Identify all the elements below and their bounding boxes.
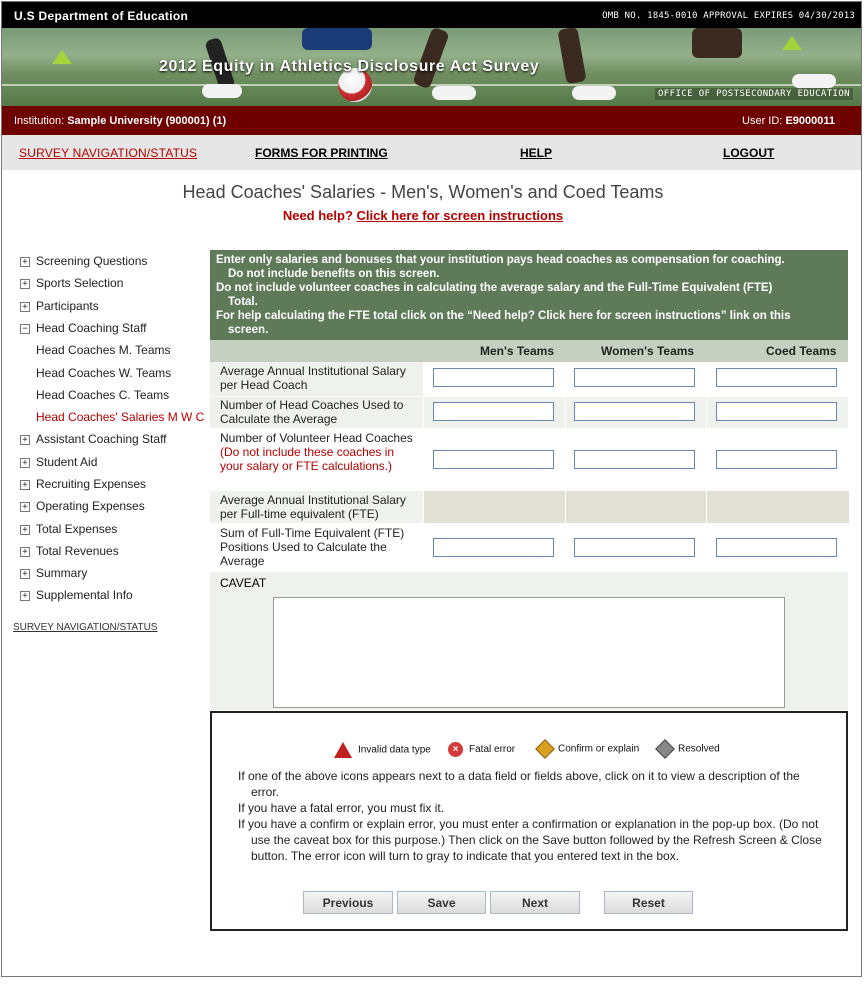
- user-id-info: User ID: E9000011: [742, 115, 835, 127]
- col-header-men: Men's Teams: [480, 344, 554, 358]
- banner-shoe: [202, 84, 242, 98]
- column-headers: [210, 340, 848, 362]
- invalid-data-icon: [334, 742, 352, 758]
- sidebar-item-supplemental-info[interactable]: + Supplemental Info: [20, 588, 133, 606]
- sidebar-item-summary[interactable]: + Summary: [20, 566, 87, 584]
- sidebar-item-participants[interactable]: + Participants: [20, 299, 99, 317]
- previous-button[interactable]: Previous: [303, 891, 393, 914]
- table-row-avg-salary-fte: Average Annual Institutional Salary per Full-time equivalent (FTE): [210, 491, 848, 524]
- office-name: OFFICE OF POSTSECONDARY EDUCATION: [655, 88, 853, 100]
- women-avg-salary-fte-value: [565, 491, 707, 523]
- expand-icon[interactable]: +: [20, 547, 30, 557]
- nav-forms-for-printing[interactable]: FORMS FOR PRINTING: [255, 146, 388, 160]
- sidebar-item-head-coaches-salaries[interactable]: Head Coaches' Salaries M W C: [36, 410, 205, 424]
- department-name: U.S Department of Education: [14, 9, 189, 23]
- legend-resolved: Resolved: [658, 742, 720, 756]
- top-nav: [2, 135, 861, 170]
- sidebar-survey-navigation-link[interactable]: SURVEY NAVIGATION/STATUS: [13, 622, 158, 633]
- women-num-coaches-input[interactable]: [574, 402, 695, 421]
- banner-player-shorts: [302, 28, 372, 50]
- table-row-volunteer-coaches: Number of Volunteer Head Coaches (Do not include these coaches in your salary or FTE calculations.): [210, 429, 848, 491]
- coed-fte-input[interactable]: [716, 538, 837, 557]
- sidebar-item-head-coaches-w[interactable]: Head Coaches W. Teams: [36, 366, 172, 380]
- expand-icon[interactable]: +: [20, 458, 30, 468]
- screen-instructions-link[interactable]: Click here for screen instructions: [356, 208, 564, 223]
- table-row-avg-salary: Average Annual Institutional Salary per Head Coach: [210, 362, 848, 397]
- men-avg-salary-fte-value: [423, 491, 566, 523]
- sidebar-item-recruiting-expenses[interactable]: + Recruiting Expenses: [20, 477, 146, 495]
- top-bar: [2, 2, 861, 28]
- reset-button[interactable]: Reset: [604, 891, 693, 914]
- banner-player-leg: [692, 28, 742, 58]
- men-num-coaches-input[interactable]: [433, 402, 554, 421]
- survey-title: 2012 Equity in Athletics Disclosure Act Survey: [159, 58, 540, 75]
- expand-icon[interactable]: +: [20, 569, 30, 579]
- expand-icon[interactable]: +: [20, 257, 30, 267]
- sidebar-item-assistant-coaching-staff[interactable]: + Assistant Coaching Staff: [20, 432, 167, 450]
- need-help: Need help? Click here for screen instructions: [282, 208, 564, 223]
- men-fte-input[interactable]: [433, 538, 554, 557]
- save-button[interactable]: Save: [397, 891, 486, 914]
- instructions-box: Enter only salaries and bonuses that your institution pays head coaches as compensation for coaching. Do not include benefits on this screen. Do not include volunteer coaches in calculating the average salary and the Full-Time Equivalent (FTE) Total. For help calculating the FTE total click on the “Need help? Click here for screen instructions” link on this screen.: [210, 250, 848, 340]
- confirm-explain-icon: [535, 739, 555, 759]
- institution-info: Institution: Sample University (900001) (1): [14, 115, 227, 127]
- expand-icon[interactable]: +: [20, 279, 30, 289]
- sidebar-item-operating-expenses[interactable]: + Operating Expenses: [20, 499, 145, 517]
- nav-help[interactable]: HELP: [520, 146, 553, 160]
- col-header-coed: Coed Teams: [766, 344, 837, 358]
- banner-cone: [782, 36, 802, 50]
- table-row-num-coaches: Number of Head Coaches Used to Calculate the Average: [210, 397, 848, 429]
- caveat-label: CAVEAT: [220, 576, 267, 590]
- caveat-area: [210, 594, 848, 710]
- expand-icon[interactable]: +: [20, 480, 30, 490]
- banner-field-line: [2, 84, 861, 86]
- legend-confirm-explain: Confirm or explain: [538, 742, 639, 756]
- collapse-icon[interactable]: −: [20, 324, 30, 334]
- error-legend-box: [210, 711, 848, 931]
- nav-survey-navigation[interactable]: SURVEY NAVIGATION/STATUS: [19, 146, 198, 160]
- resolved-icon: [655, 739, 675, 759]
- institution-bar: [2, 106, 861, 135]
- sidebar-item-total-expenses[interactable]: + Total Expenses: [20, 522, 117, 540]
- expand-icon[interactable]: +: [20, 302, 30, 312]
- coed-avg-salary-input[interactable]: [716, 368, 837, 387]
- banner: [2, 28, 861, 106]
- expand-icon[interactable]: +: [20, 502, 30, 512]
- table-row-fte-sum: Sum of Full-Time Equivalent (FTE) Positions Used to Calculate the Average: [210, 524, 848, 572]
- banner-shoe: [572, 86, 616, 100]
- error-instructions: If one of the above icons appears next to a data field or fields above, click on it to view a description of the error. If you have a fatal error, you must fix it. If you have a confirm or explain error, you must enter a confirmation or explanation in the pop-up box. (Do not use the caveat box for this purpose.) Then click on the Save button followed by the Refresh Screen & Close button. The error icon will turn to gray to indicate that you entered text in the box.: [238, 769, 822, 863]
- caveat-row: [210, 572, 848, 594]
- page-title: Head Coaches' Salaries - Men's, Women's and Coed Teams: [182, 182, 664, 202]
- men-avg-salary-input[interactable]: [433, 368, 554, 387]
- sidebar-item-head-coaches-m[interactable]: Head Coaches M. Teams: [36, 343, 171, 357]
- sidebar-item-head-coaching-staff[interactable]: − Head Coaching Staff: [20, 321, 147, 339]
- banner-cone: [52, 50, 72, 64]
- sidebar-item-screening-questions[interactable]: + Screening Questions: [20, 254, 147, 272]
- banner-shoe: [792, 74, 836, 88]
- coed-num-coaches-input[interactable]: [716, 402, 837, 421]
- women-fte-input[interactable]: [574, 538, 695, 557]
- legend-invalid-data: Invalid data type: [334, 742, 431, 758]
- caveat-textarea[interactable]: [273, 597, 785, 708]
- men-volunteer-input[interactable]: [433, 450, 554, 469]
- col-header-women: Women's Teams: [601, 344, 695, 358]
- user-id: E9000011: [785, 115, 835, 127]
- volunteer-note: (Do not include these coaches in your salary or FTE calculations.): [220, 445, 395, 473]
- institution-name: Sample University (900001) (1): [67, 115, 227, 127]
- expand-icon[interactable]: +: [20, 435, 30, 445]
- legend-fatal-error: × Fatal error: [448, 742, 515, 757]
- sidebar-item-head-coaches-c[interactable]: Head Coaches C. Teams: [36, 388, 170, 402]
- nav-logout[interactable]: LOGOUT: [723, 146, 775, 160]
- expand-icon[interactable]: +: [20, 525, 30, 535]
- coed-avg-salary-fte-value: [706, 491, 849, 523]
- women-volunteer-input[interactable]: [574, 450, 695, 469]
- fatal-error-icon: ×: [448, 742, 463, 757]
- sidebar-item-student-aid[interactable]: + Student Aid: [20, 455, 97, 473]
- expand-icon[interactable]: +: [20, 591, 30, 601]
- omb-approval: OMB NO. 1845-0010 APPROVAL EXPIRES 04/30/2013: [602, 11, 855, 21]
- sidebar-item-sports-selection[interactable]: + Sports Selection: [20, 276, 123, 294]
- coed-volunteer-input[interactable]: [716, 450, 837, 469]
- banner-shoe: [432, 86, 476, 100]
- women-avg-salary-input[interactable]: [574, 368, 695, 387]
- sidebar-item-total-revenues[interactable]: + Total Revenues: [20, 544, 119, 562]
- next-button[interactable]: Next: [490, 891, 580, 914]
